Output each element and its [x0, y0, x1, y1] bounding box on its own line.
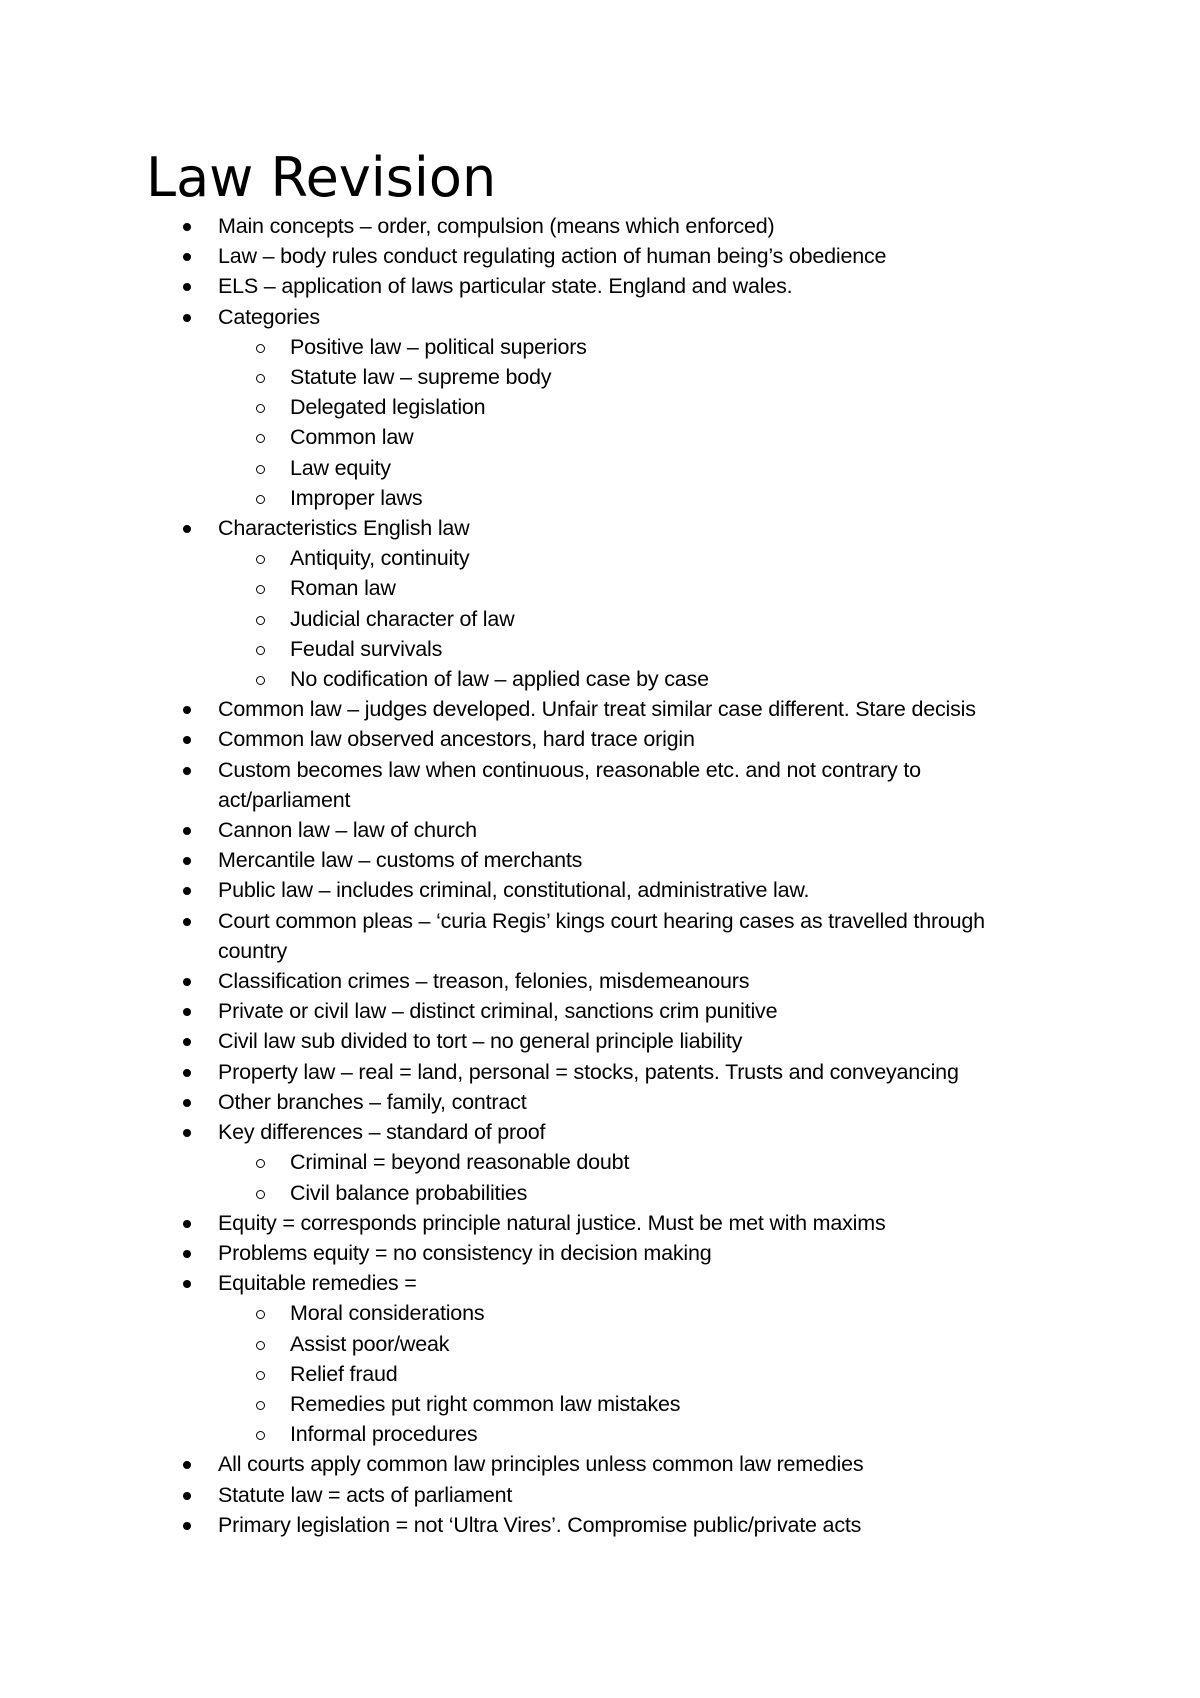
hollow-circle-bullet-icon — [256, 495, 265, 504]
list-item — [0, 241, 1200, 271]
list-item — [0, 302, 1200, 332]
hollow-circle-bullet-icon — [256, 616, 265, 625]
filled-bullet-icon — [183, 978, 191, 986]
hollow-circle-bullet-icon — [256, 1310, 265, 1319]
list-item-text: Civil law sub divided to tort – no general principle liability — [218, 1029, 743, 1054]
hollow-circle-bullet-icon — [256, 434, 265, 443]
hollow-circle-bullet-icon — [256, 585, 265, 594]
filled-bullet-icon — [183, 1280, 191, 1288]
list-item-text: Mercantile law – customs of merchants — [218, 848, 583, 873]
list-item — [0, 1238, 1200, 1268]
list-item — [0, 815, 1200, 845]
list-item-text: Cannon law – law of church — [218, 818, 477, 843]
list-item-text: Remedies put right common law mistakes — [290, 1391, 681, 1416]
list-item-text: Criminal = beyond reasonable doubt — [290, 1150, 630, 1175]
sub-list-item — [0, 1178, 1200, 1208]
hollow-circle-bullet-icon — [256, 1341, 265, 1350]
filled-bullet-icon — [183, 887, 191, 895]
filled-bullet-icon — [183, 525, 191, 533]
list-item-text: Statute law – supreme body — [290, 365, 552, 390]
list-item-text: Judicial character of law — [290, 606, 515, 631]
list-item — [0, 1117, 1200, 1147]
filled-bullet-icon — [183, 283, 191, 291]
filled-bullet-icon — [183, 1008, 191, 1016]
hollow-circle-bullet-icon — [256, 1371, 265, 1380]
list-item-text: Main concepts – order, compulsion (means which enforced) — [218, 214, 775, 238]
sub-list-item — [0, 1329, 1200, 1359]
list-item-text: Delegated legislation — [290, 395, 486, 420]
filled-bullet-icon — [183, 706, 191, 714]
list-item-text: Common law observed ancestors, hard trace origin — [218, 727, 695, 752]
sub-list-item — [0, 1389, 1200, 1419]
filled-bullet-icon — [183, 223, 191, 231]
list-item-text: Moral considerations — [290, 1301, 485, 1326]
list-item — [0, 1510, 1200, 1540]
filled-bullet-icon — [183, 1099, 191, 1107]
list-item-text: Equitable remedies = — [218, 1271, 417, 1296]
list-item-text: Civil balance probabilities — [290, 1180, 528, 1205]
hollow-circle-bullet-icon — [256, 344, 265, 353]
sub-list-item — [0, 1298, 1200, 1328]
list-item — [0, 906, 1200, 966]
hollow-circle-bullet-icon — [256, 1431, 265, 1440]
sub-list-item — [0, 604, 1200, 634]
list-item-text: Law equity — [290, 455, 391, 480]
list-item-text: Classification crimes – treason, felonies, misdemeanours — [218, 969, 750, 994]
filled-bullet-icon — [183, 1069, 191, 1077]
list-item-text: Court common pleas – ‘curia Regis’ kings court hearing cases as travelled through country — [218, 908, 985, 963]
list-item-text: ELS – application of laws particular state. England and wales. — [218, 274, 793, 299]
hollow-circle-bullet-icon — [256, 646, 265, 655]
filled-bullet-icon — [183, 1250, 191, 1258]
list-item — [0, 724, 1200, 754]
list-item — [0, 1480, 1200, 1510]
sub-list-item — [0, 453, 1200, 483]
list-item-text: Characteristics English law — [218, 516, 470, 541]
list-item-text: Antiquity, continuity — [290, 546, 470, 571]
list-item-text: Improper laws — [290, 485, 423, 510]
list-item — [0, 966, 1200, 996]
sub-list-item — [0, 483, 1200, 513]
list-item — [0, 1026, 1200, 1056]
filled-bullet-icon — [183, 1522, 191, 1530]
sub-list-item — [0, 1419, 1200, 1449]
list-item-text: Feudal survivals — [290, 636, 443, 661]
sub-list-item — [0, 573, 1200, 603]
list-item — [0, 1087, 1200, 1117]
hollow-circle-bullet-icon — [256, 555, 265, 564]
hollow-circle-bullet-icon — [256, 1401, 265, 1410]
filled-bullet-icon — [183, 1038, 191, 1046]
list-item-text: Primary legislation = not ‘Ultra Vires’. Compromise public/private acts — [218, 1512, 862, 1537]
sub-list-item — [0, 422, 1200, 452]
sub-list-item — [0, 543, 1200, 573]
list-item — [0, 755, 1200, 815]
list-item-text: Property law – real = land, personal = stocks, patents. Trusts and conveyancing — [218, 1059, 959, 1084]
list-item — [0, 875, 1200, 905]
sub-list-item — [0, 664, 1200, 694]
list-item — [0, 1449, 1200, 1479]
hollow-circle-bullet-icon — [256, 374, 265, 383]
filled-bullet-icon — [183, 1492, 191, 1500]
notes-list — [0, 211, 1200, 1540]
sub-list-item — [0, 634, 1200, 664]
sub-list-item — [0, 1359, 1200, 1389]
list-item — [0, 211, 1200, 241]
sub-list-item — [0, 362, 1200, 392]
list-item — [0, 1057, 1200, 1087]
list-item-text: Relief fraud — [290, 1361, 398, 1386]
list-item-text: No codification of law – applied case by case — [290, 667, 709, 692]
filled-bullet-icon — [183, 827, 191, 835]
list-item — [0, 1268, 1200, 1298]
hollow-circle-bullet-icon — [256, 676, 265, 685]
list-item-text: Informal procedures — [290, 1422, 478, 1447]
sub-list-item — [0, 1147, 1200, 1177]
list-item-text: Private or civil law – distinct criminal, sanctions crim punitive — [218, 999, 778, 1024]
filled-bullet-icon — [183, 767, 191, 775]
list-item-text: All courts apply common law principles unless common law remedies — [218, 1452, 864, 1477]
sub-list-item — [0, 332, 1200, 362]
hollow-circle-bullet-icon — [256, 1190, 265, 1199]
hollow-circle-bullet-icon — [256, 465, 265, 474]
hollow-circle-bullet-icon — [256, 404, 265, 413]
list-item-text: Common law – judges developed. Unfair treat similar case different. Stare decisis — [218, 697, 976, 722]
filled-bullet-icon — [183, 918, 191, 926]
list-item-text: Common law — [290, 425, 414, 450]
page-title: Law Revision — [146, 146, 497, 209]
list-item — [0, 996, 1200, 1026]
list-item — [0, 694, 1200, 724]
list-item-text: Problems equity = no consistency in decision making — [218, 1240, 712, 1265]
list-item-text: Public law – includes criminal, constitutional, administrative law. — [218, 878, 810, 903]
list-item — [0, 513, 1200, 543]
filled-bullet-icon — [183, 1129, 191, 1137]
list-item-text: Other branches – family, contract — [218, 1089, 527, 1114]
filled-bullet-icon — [183, 253, 191, 261]
list-item-text: Custom becomes law when continuous, reasonable etc. and not contrary to act/parliament — [218, 757, 921, 812]
filled-bullet-icon — [183, 857, 191, 865]
filled-bullet-icon — [183, 314, 191, 322]
sub-list-item — [0, 392, 1200, 422]
list-item-text: Equity = corresponds principle natural justice. Must be met with maxims — [218, 1210, 886, 1235]
list-item-text: Statute law = acts of parliament — [218, 1482, 513, 1507]
list-item-text: Categories — [218, 304, 320, 329]
list-item-text: Assist poor/weak — [290, 1331, 450, 1356]
list-item-text: Law – body rules conduct regulating action of human being’s obedience — [218, 244, 887, 269]
list-item-text: Roman law — [290, 576, 396, 601]
filled-bullet-icon — [183, 1461, 191, 1469]
list-item — [0, 271, 1200, 301]
hollow-circle-bullet-icon — [256, 1159, 265, 1168]
filled-bullet-icon — [183, 736, 191, 744]
list-item-text: Positive law – political superiors — [290, 334, 587, 359]
list-item — [0, 1208, 1200, 1238]
list-item — [0, 845, 1200, 875]
list-item-text: Key differences – standard of proof — [218, 1120, 546, 1145]
filled-bullet-icon — [183, 1220, 191, 1228]
